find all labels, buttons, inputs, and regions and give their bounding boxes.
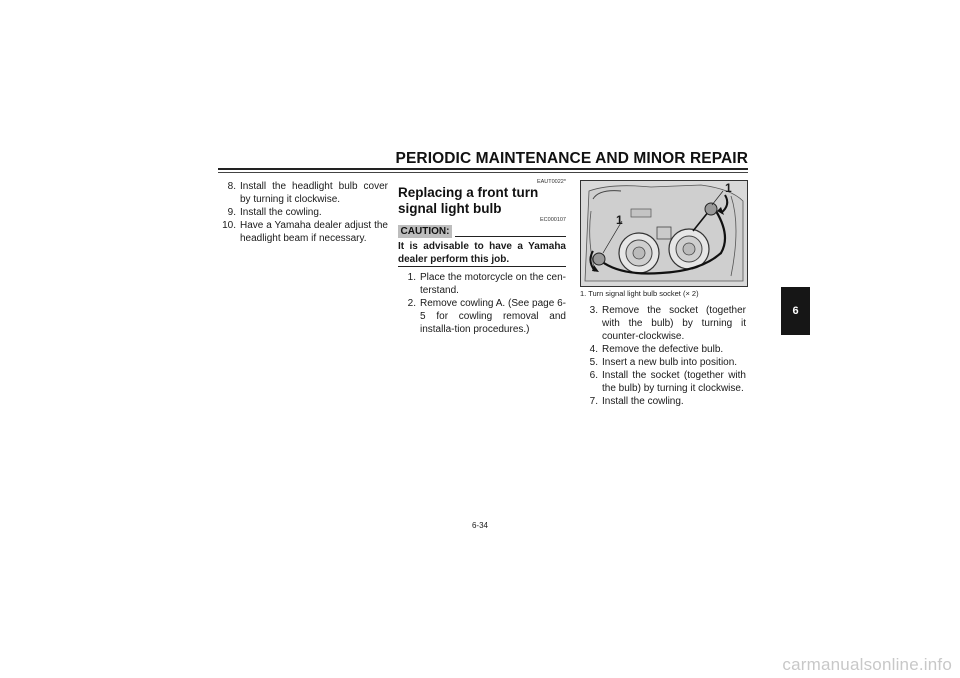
left-step-9	[218, 206, 388, 220]
figure-caption: 1. Turn signal light bulb socket (× 2)	[580, 289, 699, 298]
step-text: Install the cowling.	[602, 396, 684, 407]
caution-text: It is advisable to have a Yamaha dealer perform this job.	[398, 241, 566, 265]
header-rule-thick	[218, 168, 748, 170]
left-step-10	[218, 219, 388, 247]
right-step-4	[580, 343, 746, 357]
step-number: 10.	[222, 220, 236, 231]
step-number: 5.	[589, 357, 598, 368]
step-text: Insert a new bulb into position.	[602, 357, 738, 368]
step-text: Install the socket (together with the bulb) by turning it clockwise.	[602, 370, 746, 395]
caution-code: EC000107	[540, 217, 566, 223]
step-number: 3.	[589, 305, 598, 316]
page-number: 6-34	[471, 521, 488, 530]
step-number: 2.	[407, 298, 416, 309]
step-number: 4.	[589, 344, 598, 355]
right-step-6	[580, 369, 746, 397]
step-text: Place the motorcycle on the cen-terstand.	[420, 272, 566, 297]
figure-callout-1-left: 1	[616, 213, 623, 227]
caution-bottom-rule	[398, 266, 566, 267]
step-text: Remove cowling A. (See page 6-5 for cowling removal and installa-tion procedures.)	[420, 298, 566, 336]
turn-signal-socket-figure	[580, 180, 748, 287]
right-step-3	[580, 304, 746, 346]
caution-badge: CAUTION:	[398, 225, 452, 238]
figure-callout-1-right: 1	[725, 181, 732, 195]
section-code: EAUT0022*	[536, 179, 566, 185]
step-number: 6.	[589, 370, 598, 381]
mid-step-1	[398, 271, 566, 299]
step-number: 7.	[589, 396, 598, 407]
chapter-tab: 6	[781, 287, 810, 335]
header-rule-thin	[218, 172, 748, 173]
step-text: Remove the socket (together with the bulb) by turning it counter-clockwise.	[602, 305, 746, 343]
step-text: Remove the defective bulb.	[602, 344, 724, 355]
step-text: Install the headlight bulb cover by turning it clockwise.	[240, 181, 388, 206]
page-header-title: PERIODIC MAINTENANCE AND MINOR REPAIR	[395, 150, 748, 167]
step-text: Install the cowling.	[240, 207, 322, 218]
right-step-5	[580, 356, 746, 370]
watermark-footer: carmanualsonline.info	[782, 655, 952, 674]
step-number: 8.	[227, 181, 236, 192]
mid-step-2	[398, 297, 566, 339]
section-title: Replacing a front turn signal light bulb	[398, 185, 539, 216]
step-number: 1.	[407, 272, 416, 283]
step-number: 9.	[227, 207, 236, 218]
left-step-8	[218, 180, 388, 208]
right-step-7	[580, 395, 746, 409]
caution-rule	[455, 236, 566, 237]
figure-illustration	[581, 181, 747, 286]
step-text: Have a Yamaha dealer adjust the headlight beam if necessary.	[240, 220, 388, 245]
